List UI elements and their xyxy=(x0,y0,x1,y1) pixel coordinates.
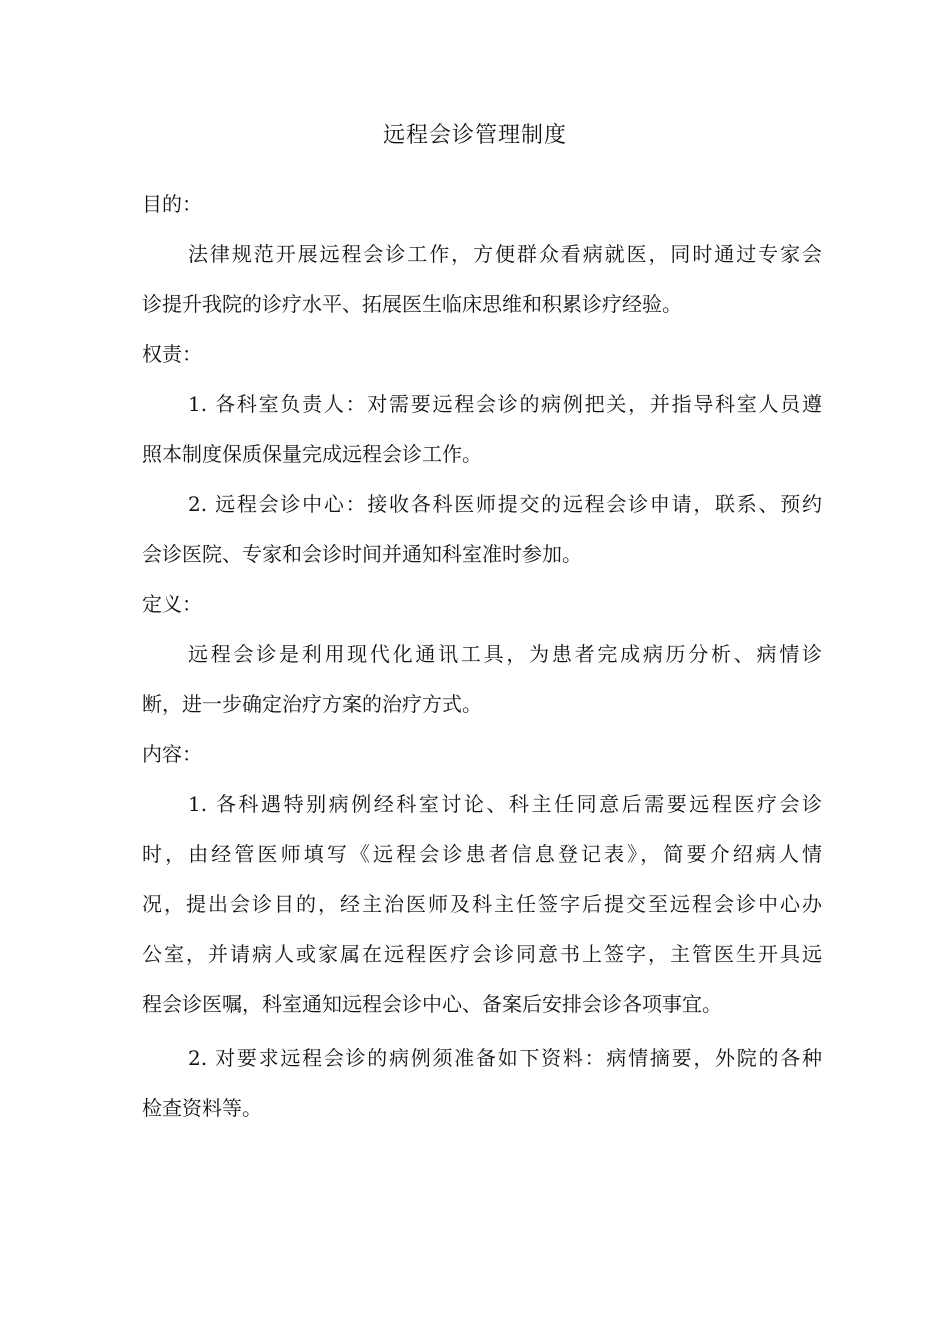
section-heading-definition: 定义： xyxy=(142,592,202,616)
section-heading-content: 内容： xyxy=(142,742,202,766)
paragraph-line: 时，由经管医师填写《远程会诊患者信息登记表》，简要介绍病人情 xyxy=(142,842,822,866)
paragraph-line: 1. 各科室负责人：对需要远程会诊的病例把关，并指导科室人员遵 xyxy=(188,392,822,416)
section-heading-purpose: 目的： xyxy=(142,192,202,216)
paragraph-line: 远程会诊是利用现代化通讯工具，为患者完成病历分析、病情诊 xyxy=(188,642,822,666)
paragraph-line: 2. 远程会诊中心：接收各科医师提交的远程会诊申请，联系、预约 xyxy=(188,492,822,516)
document-title: 远程会诊管理制度 xyxy=(382,123,567,148)
paragraph-line: 诊提升我院的诊疗水平、拓展医生临床思维和积累诊疗经验。 xyxy=(142,292,682,316)
paragraph-line: 1. 各科遇特别病例经科室讨论、科主任同意后需要远程医疗会诊 xyxy=(188,792,822,816)
section-heading-responsibilities: 权责： xyxy=(142,342,202,366)
paragraph-line: 2. 对要求远程会诊的病例须准备如下资料：病情摘要，外院的各种 xyxy=(188,1046,822,1070)
paragraph-line: 照本制度保质保量完成远程会诊工作。 xyxy=(142,442,482,466)
paragraph-line: 检查资料等。 xyxy=(142,1096,262,1120)
paragraph-line: 断，进一步确定治疗方案的治疗方式。 xyxy=(142,692,482,716)
paragraph-line: 法律规范开展远程会诊工作，方便群众看病就医，同时通过专家会 xyxy=(188,242,822,266)
paragraph-line: 况，提出会诊目的，经主治医师及科主任签字后提交至远程会诊中心办 xyxy=(142,892,822,916)
paragraph-line: 会诊医院、专家和会诊时间并通知科室准时参加。 xyxy=(142,542,582,566)
paragraph-line: 程会诊医嘱，科室通知远程会诊中心、备案后安排会诊各项事宜。 xyxy=(142,992,722,1016)
paragraph-line: 公室，并请病人或家属在远程医疗会诊同意书上签字，主管医生开具远 xyxy=(142,942,822,966)
